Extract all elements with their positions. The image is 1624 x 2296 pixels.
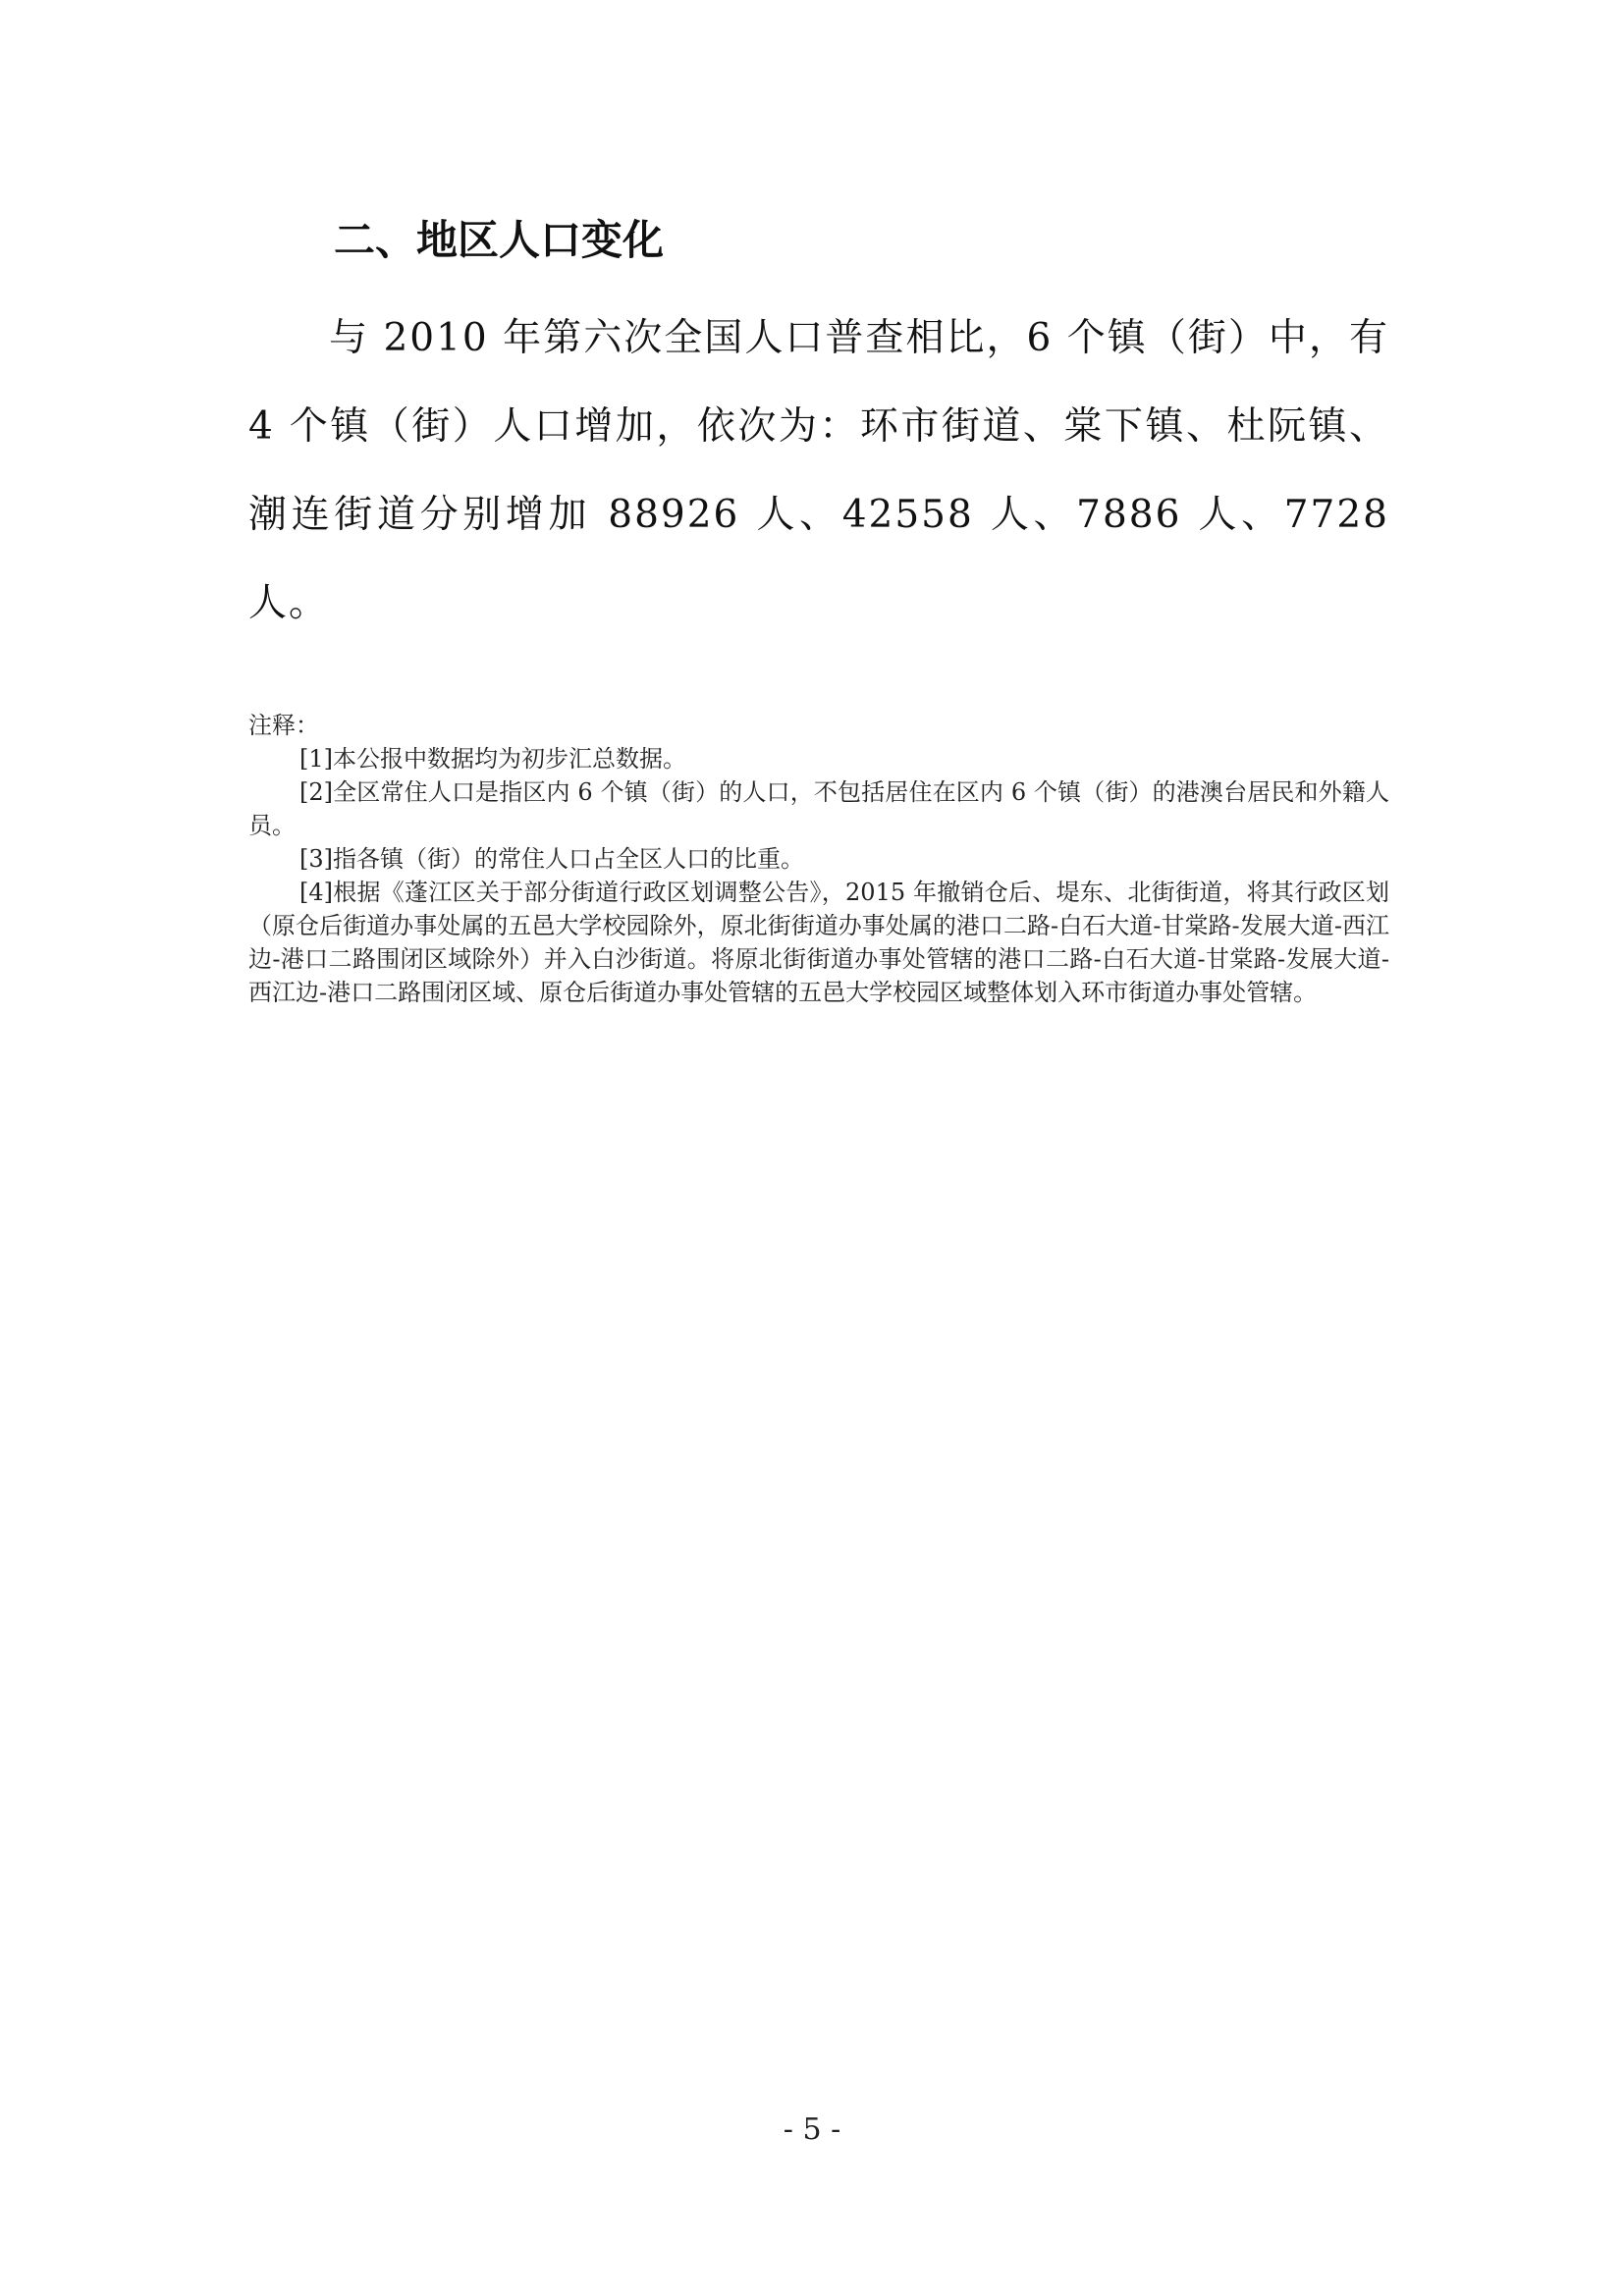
note-2: [2]全区常住人口是指区内 6 个镇（街）的人口，不包括居住在区内 6 个镇（街）的港澳台居民和外籍人员。 — [248, 778, 1389, 839]
note-3: [3]指各镇（街）的常住人口占全区人口的比重。 — [299, 845, 804, 873]
notes-title: 注释： — [248, 712, 319, 739]
body-paragraph: 与 2010 年第六次全国人口普查相比，6 个镇（街）中，有 4 个镇（街）人口增加，依次为：环市街道、棠下镇、杜阮镇、潮连街道分别增加 88926 人、42558 人、7886 人、7728 人。 — [248, 316, 1389, 625]
notes-block — [248, 709, 1389, 1009]
note-1: [1]本公报中数据均为初步汇总数据。 — [299, 745, 686, 773]
section-heading: 二、地区人口变化 — [334, 216, 665, 264]
page-number: - 5 - — [783, 2112, 841, 2147]
note-4: [4]根据《蓬江区关于部分街道行政区划调整公告》，2015 年撤销仓后、堤东、北街街道，将其行政区划（原仓后街道办事处属的五邑大学校园除外，原北街街道办事处属的港口二路-白石大道-甘棠路-发展大道-西江边-港口二路围闭区域除外）并入白沙街道。将原北街街道办事处管辖的港口二路-白石大道-甘棠路-发展大道-西江边-港口二路围闭区域、原仓后街道办事处管辖的五邑大学校园区域整体划入环市街道办事处管辖。 — [248, 879, 1389, 1006]
